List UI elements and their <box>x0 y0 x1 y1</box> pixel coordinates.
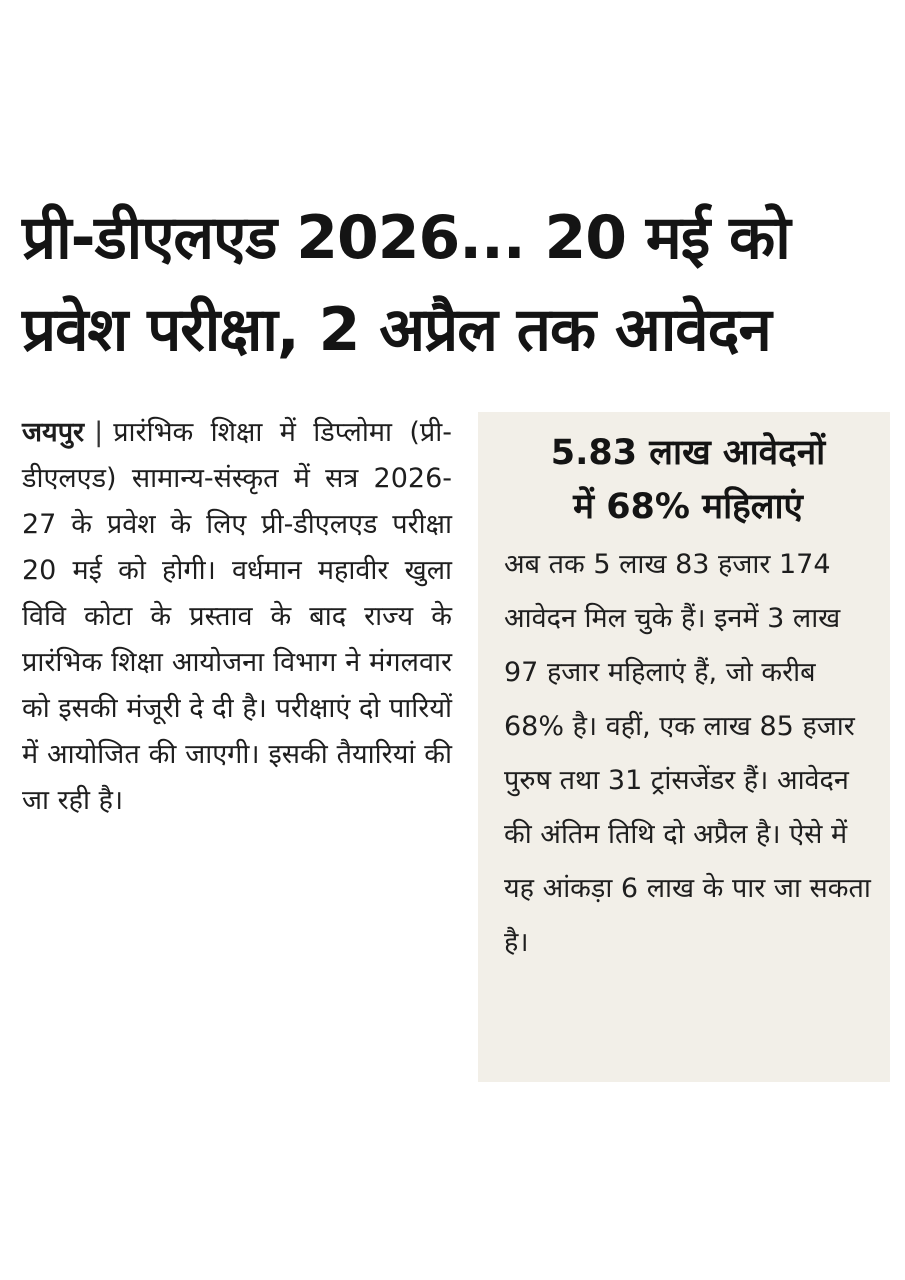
sidebar-title <box>504 426 872 534</box>
article-text: प्रारंभिक शिक्षा में डिप्लोमा (प्री-डीएलएड) सामान्य-संस्कृत में सत्र 2026-27 के प्रवेश के लिए प्री-डीएलएड परीक्षा 20 मई को होगी। वर्धमान महावीर खुला विवि कोटा के प्रस्ताव के बाद राज्य के प्रारंभिक शिक्षा आयोजना विभाग ने मंगलवार को इसकी मंजूरी दे दी है। परीक्षाएं दो पारियों में आयोजित की जाएगी। इसकी तैयारियां की जा रही है। <box>22 417 452 816</box>
headline-line-2: प्रवेश परीक्षा, 2 अप्रैल तक आवेदन <box>22 295 771 365</box>
headline-line-1: प्री-डीएलएड 2026... 20 मई को <box>22 203 790 273</box>
article-body <box>22 410 452 824</box>
sidebar-text: अब तक 5 लाख 83 हजार 174 आवेदन मिल चुके हैं। इनमें 3 लाख 97 हजार महिलाएं हैं, जो करीब 68% है। वहीं, एक लाख 85 हजार पुरुष तथा 31 ट्रांसजेंडर हैं। आवेदन की अंतिम तिथि दो अप्रैल है। ऐसे में यह आंकड़ा 6 लाख के पार जा सकता है। <box>504 549 871 958</box>
sidebar-box <box>478 412 890 1082</box>
sidebar-title-line-2: में 68% महिलाएं <box>573 487 803 527</box>
sidebar-title-line-1: 5.83 लाख आवेदनों <box>550 433 826 473</box>
dateline: जयपुर <box>22 417 85 448</box>
dateline-separator: | <box>94 417 104 448</box>
headline <box>22 192 892 376</box>
